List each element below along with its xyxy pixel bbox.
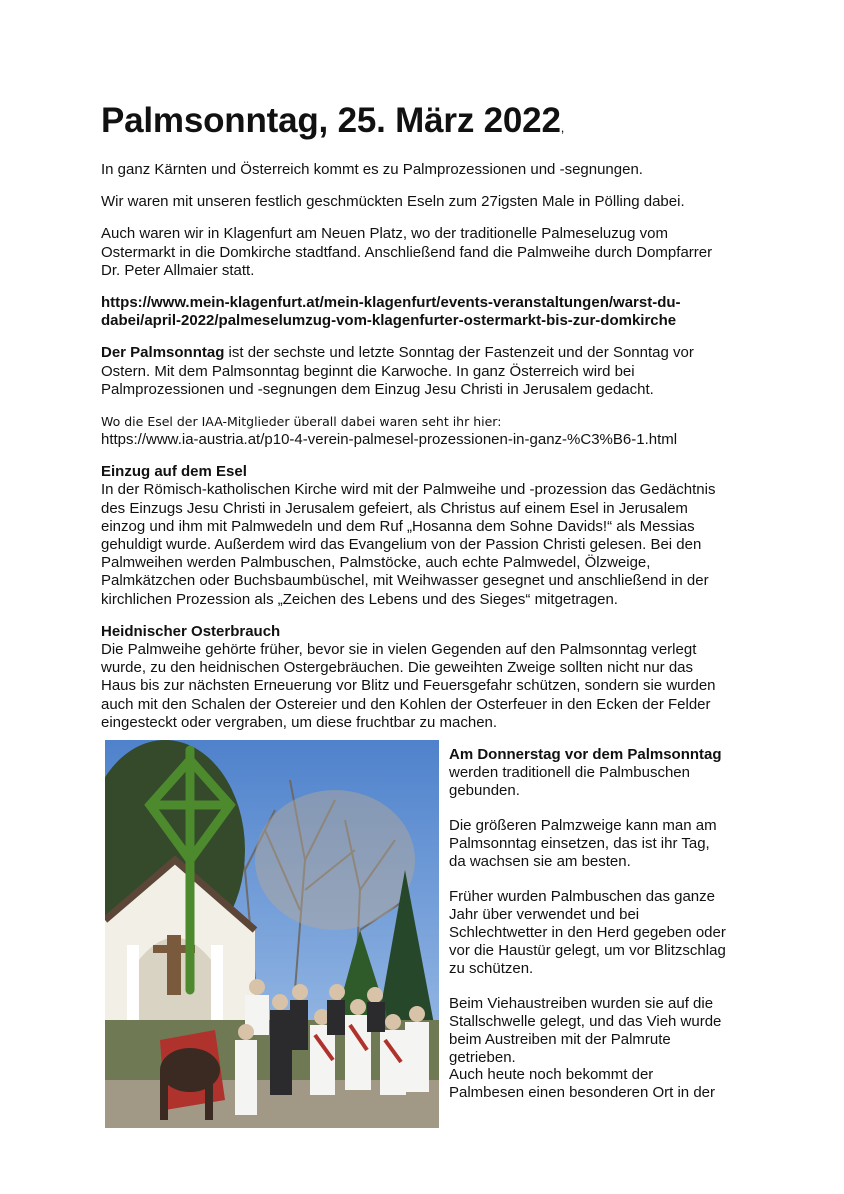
palmsonntag-term: Der Palmsonntag <box>101 344 225 362</box>
photo-section <box>101 740 741 1130</box>
link-line[interactable]: https://www.mein-klagenfurt.at/mein-klagenfurt/events-veranstaltungen/warst-du- <box>101 294 681 312</box>
palmbuschen-sidebar <box>449 746 749 1102</box>
text-line: getrieben. <box>449 1048 516 1066</box>
procession-photo <box>105 740 439 1128</box>
sidebar-paragraph <box>449 888 749 977</box>
link-line[interactable]: dabei/april-2022/palmeselumzug-vom-klagenfurter-ostermarkt-bis-zur-domkirche <box>101 312 677 330</box>
sidebar-heading: Am Donnerstag vor dem Palmsonntag <box>449 746 722 763</box>
einzug-heading: Einzug auf dem Esel <box>101 463 247 481</box>
intro-paragraph: In ganz Kärnten und Österreich kommt es zu Palmprozessionen und -segnungen. <box>101 161 643 178</box>
text-line: Auch waren wir in Klagenfurt am Neuen Platz, wo der traditionelle Palmeseluzug vom <box>101 225 668 243</box>
text-line: Auch heute noch bekommt der <box>449 1066 654 1084</box>
palmsonntag-paragraph <box>101 344 741 399</box>
text-line: Ostermarkt in die Domkirche stadtfand. Anschließend fand die Palmweihe durch Dompfarrer <box>101 243 713 261</box>
title-comma: , <box>560 120 565 135</box>
klagenfurt-link[interactable] <box>101 294 741 330</box>
procession-photo-illustration <box>105 740 439 1128</box>
text-line: Stallschwelle gelegt, und das Vieh wurde <box>449 1012 722 1030</box>
text-line: kirchlichen Prozession als „Zeichen des Lebens und des Sieges“ mitgetragen. <box>101 590 618 608</box>
iaa-note: Wo die Esel der IAA-Mitglieder überall dabei waren seht ihr hier: <box>101 414 502 430</box>
text-line: Die größeren Palmzweige kann man am <box>449 817 717 835</box>
text-line: werden traditionell die Palmbuschen <box>449 763 690 781</box>
text-line: Die Palmweihe gehörte früher, bevor sie in vielen Gegenden auf den Palmsonntag verlegt <box>101 641 697 659</box>
poelling-paragraph: Wir waren mit unseren festlich geschmückten Eseln zum 27igsten Male in Pölling dabei. <box>101 193 685 211</box>
text-line: vor die Haustür gelegt, um vor Blitzschlag <box>449 941 726 959</box>
text-line: auch mit den Schalen der Ostereier und den Kohlen der Osterfeuer in den Ecken der Felder <box>101 695 711 713</box>
text-line: ist der sechste und letzte Sonntag der Fastenzeit und der Sonntag vor <box>224 344 694 362</box>
text-line: Dr. Peter Allmaier statt. <box>101 261 255 279</box>
text-line: Haus bis zur nächsten Erneuerung vor Blitz und Feuersgefahr schützen, sondern sie wurden <box>101 677 716 695</box>
article <box>101 98 741 732</box>
text-line: In der Römisch-katholischen Kirche wird mit der Palmweihe und -prozession das Gedächtnis <box>101 481 716 499</box>
text-line: des Einzugs Jesu Christi in Jerusalem gefeiert, als Christus auf einem Esel in Jerusalem <box>101 499 688 517</box>
text-line: Jahr über verwendet und bei <box>449 906 640 924</box>
text-line: wurde, zu den heidnischen Ostergebräuchen. Die geweihten Zweige sollten nicht nur das <box>101 659 694 677</box>
text-line: gehuldigt wurde. Außerdem wird das Evangelium von der Passion Christi gelesen. Bei den <box>101 536 702 554</box>
einzug-paragraph <box>101 481 741 608</box>
text-line: einzog und ihm mit Palmwedeln und dem Ruf „Hosanna dem Sohne Davids!“ als Messias <box>101 517 695 535</box>
text-line: Palmkätzchen oder Buchsbaumbüschel, mit Weihwasser gesegnet und anschließend in der <box>101 572 709 590</box>
text-line: Ostern. Mit dem Palmsonntag beginnt die Karwoche. In ganz Österreich wird bei <box>101 362 635 380</box>
text-line: Palmprozessionen und -segnungen dem Einzug Jesu Christi in Jerusalem gedacht. <box>101 380 654 398</box>
text-line: zu schützen. <box>449 959 534 977</box>
sidebar-paragraph <box>449 764 749 800</box>
text-line: Beim Viehaustreiben wurden sie auf die <box>449 995 714 1013</box>
sidebar-paragraph <box>449 995 749 1102</box>
text-line: da wachsen sie am besten. <box>449 852 631 870</box>
iaa-link[interactable]: https://www.ia-austria.at/p10-4-verein-palmesel-prozessionen-in-ganz-%C3%B6-1.html <box>101 431 678 449</box>
heidnisch-paragraph <box>101 641 741 732</box>
text-line: Palmsonntag einsetzen, das ist ihr Tag, <box>449 834 710 852</box>
text-line: Palmbesen einen besonderen Ort in der <box>449 1084 716 1102</box>
sidebar-paragraph <box>449 817 749 870</box>
text-line: eingesteckt oder vergraben, um diese fruchtbar zu machen. <box>101 713 498 731</box>
heidnisch-heading: Heidnischer Osterbrauch <box>101 622 281 640</box>
page-title: Palmsonntag, 25. März 2022, <box>101 101 565 140</box>
text-line: Früher wurden Palmbuschen das ganze <box>449 888 715 906</box>
text-line: beim Austreiben mit der Palmrute <box>449 1030 671 1048</box>
klagenfurt-paragraph <box>101 225 741 280</box>
text-line: gebunden. <box>449 781 520 799</box>
tree-crowns <box>255 790 415 930</box>
text-line: Palmweihen werden Palmbuschen, Palmstöcke, auch echte Palmwedel, Ölzweige, <box>101 554 651 572</box>
text-line: Schlechtwetter in den Herd gegeben oder <box>449 923 726 941</box>
